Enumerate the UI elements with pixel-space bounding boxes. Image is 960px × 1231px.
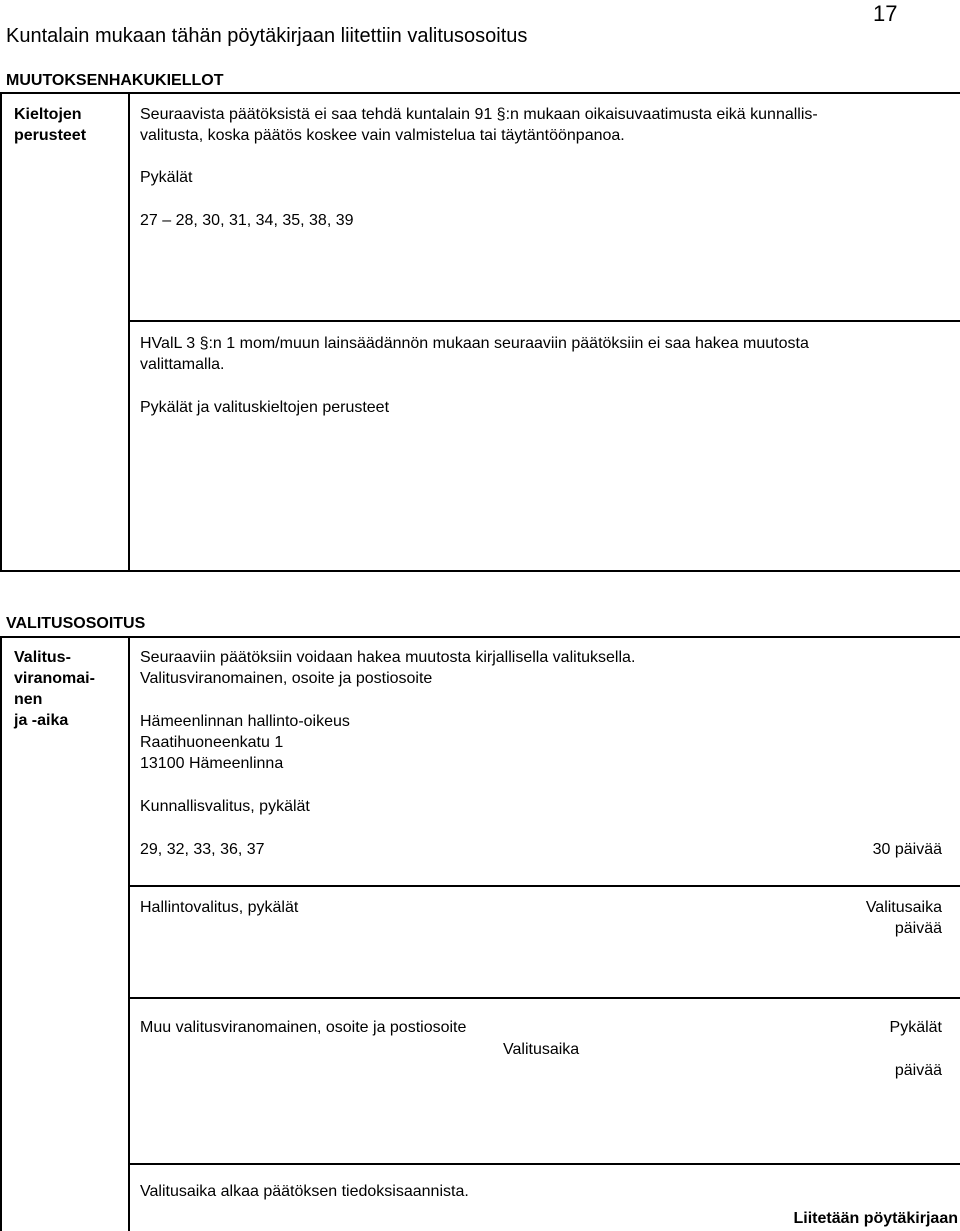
kunnallisvalitus-time: 30 päivää <box>872 841 942 858</box>
address-line1: Hämeenlinnan hallinto-oikeus <box>140 713 350 730</box>
kunnallisvalitus-label: Kunnallisvalitus, pykälät <box>140 798 310 815</box>
page-header-title: Kuntalain mukaan tähän pöytäkirjaan liitettiin valitusosoitus <box>6 25 528 47</box>
table1-top-border <box>0 92 960 94</box>
table1-column-divider <box>128 92 130 570</box>
section-title-muutoksenhakukiellot: MUUTOKSENHAKUKIELLOT <box>6 72 224 89</box>
para1-line2: valitusta, koska päätös koskee vain valmistelua tai täytäntöönpanoa. <box>140 127 625 144</box>
muu-valitusaika: Valitusaika <box>503 1041 580 1058</box>
table1-inner-divider <box>128 320 960 322</box>
table2-divider-2 <box>128 997 960 999</box>
kieltojen-label-2: perusteet <box>14 127 87 144</box>
table2-divider-3 <box>128 1163 960 1165</box>
hallintovalitus-time-unit: päivää <box>894 920 942 937</box>
table2-top-border <box>0 636 960 638</box>
pykalat-perusteet-label: Pykälät ja valituskieltojen perusteet <box>140 399 390 416</box>
intro-line1: Seuraaviin päätöksiin voidaan hakea muutosta kirjallisella valituksella. <box>140 649 636 666</box>
valitus-label-1: Valitus- <box>14 649 71 666</box>
table1-left-border <box>0 92 2 570</box>
footer-text: Liitetään pöytäkirjaan <box>793 1210 958 1227</box>
valitus-label-3: nen <box>14 691 43 708</box>
kieltojen-label-1: Kieltojen <box>14 106 82 123</box>
muu-paivaa: päivää <box>894 1062 942 1079</box>
table2-left-border <box>0 636 2 1231</box>
page-number: 17 <box>873 1 898 26</box>
kunnallisvalitus-values: 29, 32, 33, 36, 37 <box>140 841 265 858</box>
address-line3: 13100 Hämeenlinna <box>140 755 284 772</box>
valitus-label-2: viranomai- <box>14 670 95 687</box>
valitus-label-4: ja -aika <box>14 712 69 729</box>
hallintovalitus-label: Hallintovalitus, pykälät <box>140 899 299 916</box>
address-line2: Raatihuoneenkatu 1 <box>140 734 284 751</box>
para2-line1: HValL 3 §:n 1 mom/muun lainsäädännön mukaan seuraaviin päätöksiin ei saa hakea muutosta <box>140 335 809 352</box>
muu-pykalat: Pykälät <box>889 1019 942 1036</box>
para1-line1: Seuraavista päätöksistä ei saa tehdä kuntalain 91 §:n mukaan oikaisuvaatimusta eikä kunnallis- <box>140 106 818 123</box>
pykalat-label: Pykälät <box>140 169 193 186</box>
pykalat-values: 27 – 28, 30, 31, 34, 35, 38, 39 <box>140 212 354 229</box>
table2-column-divider <box>128 636 130 1231</box>
intro-line2: Valitusviranomainen, osoite ja postiosoite <box>140 670 433 687</box>
valitusaika-alkaa: Valitusaika alkaa päätöksen tiedoksisaannista. <box>140 1183 469 1200</box>
table1-bottom-border <box>0 570 960 572</box>
muu-valitusviranomainen-label: Muu valitusviranomainen, osoite ja postiosoite <box>140 1019 467 1036</box>
para2-line2: valittamalla. <box>140 356 225 373</box>
hallintovalitus-time-label: Valitusaika <box>865 899 942 916</box>
section-title-valitusosoitus: VALITUSOSOITUS <box>6 615 146 632</box>
table2-divider-1 <box>128 885 960 887</box>
